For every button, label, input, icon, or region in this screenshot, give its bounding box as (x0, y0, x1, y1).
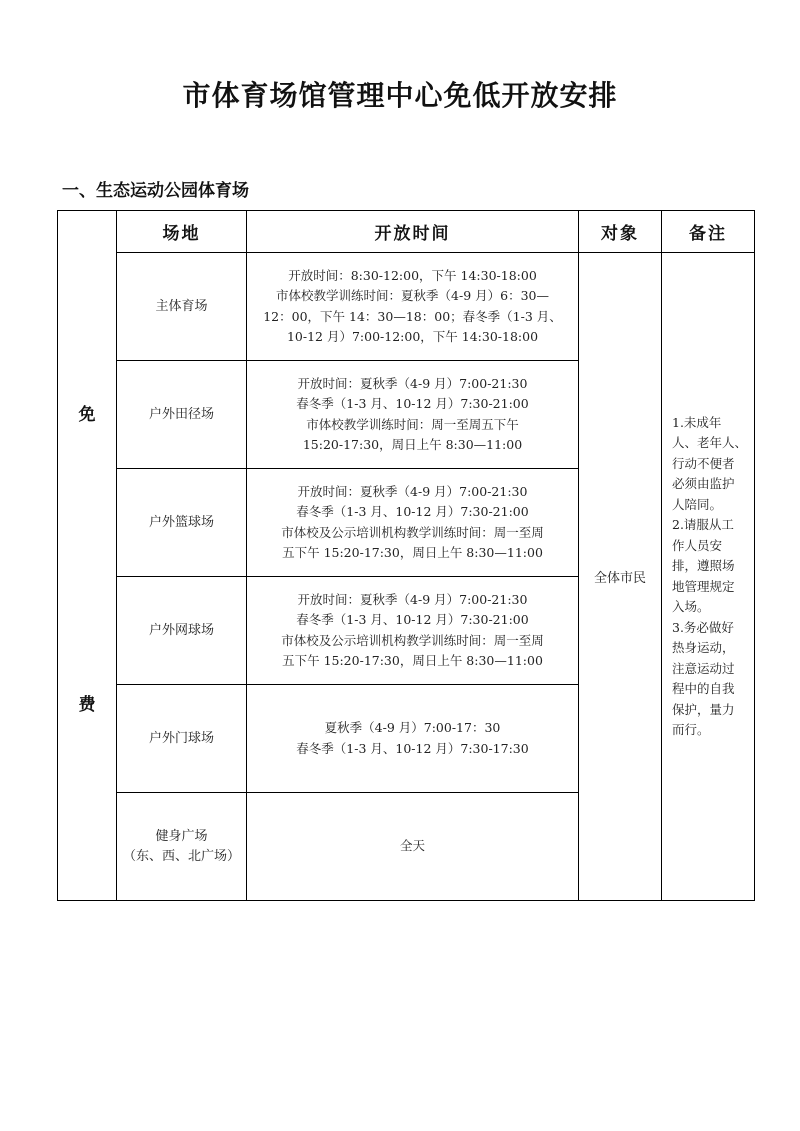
venue-name: 户外篮球场 (148, 514, 214, 530)
note-line: 行动不便者 (672, 455, 735, 471)
note-line: 1.未成年 (672, 414, 722, 430)
header-hours: 开放时间 (374, 224, 451, 244)
section-heading: 一、生态运动公园体育场 (62, 181, 249, 201)
venue-cell (117, 685, 246, 792)
venue-cell (117, 361, 246, 468)
notes-cell (662, 253, 754, 900)
note-line: 人、老年人、 (672, 435, 748, 450)
header-notes: 备注 (689, 224, 727, 244)
hours-cell (247, 685, 578, 792)
hours-line: 开放时间：8:30-12:00，下午 14:30-18:00 (288, 267, 537, 283)
venue-name: 主体育场 (155, 298, 208, 314)
header-audience: 对象 (601, 224, 639, 244)
note-line: 入场。 (672, 599, 710, 614)
hours-line: 春冬季（1-3 月、10-12 月）7:30-17:30 (296, 740, 529, 756)
venue-name: 户外网球场 (148, 622, 214, 638)
note-line: 3.务必做好 (672, 619, 734, 635)
venue-cell (117, 253, 246, 360)
hours-line: 春冬季（1-3 月、10-12 月）7:30-21:00 (296, 504, 529, 519)
note-line: 热身运动， (672, 640, 735, 655)
hours-line: 开放时间：夏秋季（4-9 月）7:00-21:30 (297, 591, 528, 607)
venue-name: 户外门球场 (148, 730, 214, 746)
hours-line: 五下午 15:20-17:30，周日上午 8:30—11:00 (282, 653, 543, 668)
venue-cell (117, 793, 246, 900)
hours-cell (247, 469, 578, 576)
category-char-free-1: 免 (78, 404, 96, 425)
hours-line: 10-12 月）7:00-12:00，下午 14:30-18:00 (286, 329, 539, 344)
hours-line: 开放时间：夏秋季（4-9 月）7:00-21:30 (297, 375, 528, 391)
hours-line: 市体校及公示培训机构教学训练时间：周一至周 (281, 524, 544, 540)
venue-cell (117, 469, 246, 576)
notes-text (672, 413, 752, 741)
note-line: 2.请服从工 (672, 517, 734, 532)
hours-cell (247, 793, 578, 900)
note-line: 排，遵照场 (672, 558, 735, 573)
note-line: 而行。 (672, 722, 710, 737)
note-line: 必须由监护 (672, 476, 735, 491)
category-char-free-2: 费 (78, 694, 96, 715)
hours-line: 市体校教学训练时间：周一至周五下午 (306, 416, 519, 432)
note-line: 程中的自我 (672, 681, 735, 696)
note-line: 人陪同。 (672, 496, 723, 512)
note-line: 保护，量力 (672, 701, 735, 717)
audience-cell: 全体市民 (593, 571, 646, 586)
hours-line: 春冬季（1-3 月、10-12 月）7:30-21:00 (296, 612, 529, 627)
hours-line: 春冬季（1-3 月、10-12 月）7:30-21:00 (296, 396, 529, 411)
hours-line: 15:20-17:30，周日上午 8:30—11:00 (302, 437, 523, 452)
hours-cell (247, 253, 578, 360)
venue-cell (117, 577, 246, 684)
hours-line: 全天 (399, 838, 425, 854)
venue-name: 户外田径场 (148, 406, 214, 422)
hours-line: 夏秋季（4-9 月）7:00-17：30 (324, 720, 501, 735)
venue-subname: （东、西、北广场） (122, 848, 240, 864)
note-line: 地管理规定 (672, 578, 735, 594)
hours-line: 12：00，下午 14：30—18：00；春冬季（1-3 月、 (263, 308, 562, 324)
hours-cell (247, 577, 578, 684)
page-title: 市体育场馆管理中心免低开放安排 (182, 79, 618, 112)
hours-line: 市体校及公示培训机构教学训练时间：周一至周 (281, 632, 544, 648)
hours-cell (247, 361, 578, 468)
venue-name: 健身广场 (155, 828, 208, 844)
note-line: 作人员安 (672, 537, 723, 553)
note-line: 注意运动过 (672, 660, 735, 676)
hours-line: 五下午 15:20-17:30，周日上午 8:30—11:00 (282, 545, 543, 560)
hours-line: 市体校教学训练时间：夏秋季（4-9 月）6：30— (276, 288, 549, 303)
header-venue: 场地 (162, 224, 201, 244)
hours-line: 开放时间：夏秋季（4-9 月）7:00-21:30 (297, 483, 528, 499)
